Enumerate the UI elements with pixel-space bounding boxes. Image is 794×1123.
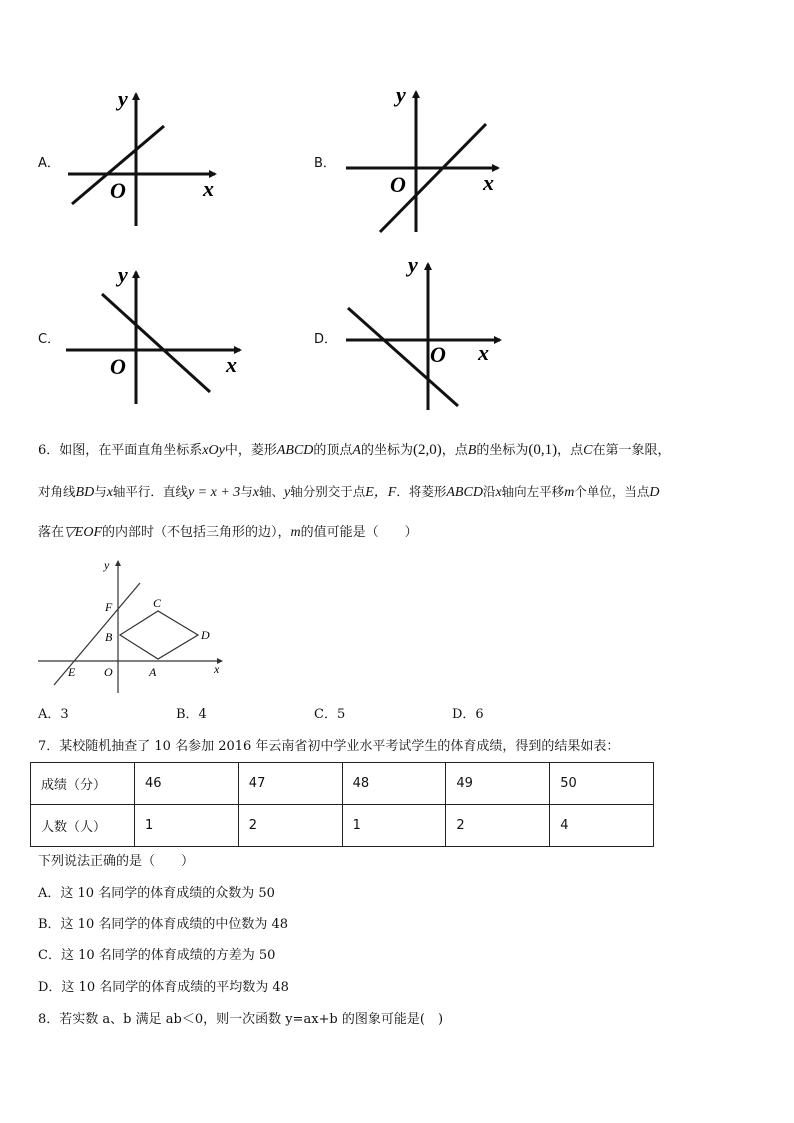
label-d: D (201, 628, 210, 642)
x-axis-label: x (203, 176, 214, 201)
origin-label: O (430, 342, 446, 367)
rhombus-abcd (120, 611, 198, 659)
label-o: O (104, 665, 113, 679)
table-cell: 46 (135, 763, 239, 805)
option-d-graph (340, 252, 510, 414)
q6-choice-a[interactable]: A．3 (38, 707, 69, 722)
q6-figure (36, 555, 231, 697)
q8-stem: 8．若实数 a、b 满足 ab＜0，则一次函数 y=ax+b 的图象可能是( ) (38, 1012, 444, 1027)
y-axis-label: y (118, 86, 128, 111)
table-cell: 1 (342, 805, 446, 847)
option-c-label[interactable]: C． (38, 332, 61, 347)
q6-choice-c[interactable]: C．5 (314, 707, 346, 722)
option-a-label[interactable]: A． (38, 156, 60, 171)
origin-label: O (110, 178, 126, 203)
y-axis-label: y (396, 82, 406, 107)
q6-line-3: 落在▽EOF的内部时（不包括三角形的边），m的值可能是（ ） (38, 525, 418, 540)
table-cell: 48 (342, 763, 446, 805)
label-c: C (153, 596, 162, 610)
origin-label: O (390, 172, 406, 197)
q7-choice-a[interactable]: A．这 10 名同学的体育成绩的众数为 50 (38, 886, 275, 901)
x-axis-label: x (478, 340, 489, 365)
label-x: x (214, 662, 220, 676)
label-f: F (105, 600, 113, 614)
option-a-graph (60, 84, 225, 234)
q6-choice-d[interactable]: D．6 (452, 707, 484, 722)
option-d-label[interactable]: D． (314, 332, 338, 347)
score-table (30, 762, 654, 847)
label-y: y (104, 558, 110, 572)
q7-stem: 7．某校随机抽查了 10 名参加 2016 年云南省初中学业水平考试学生的体育成绩，得到的结果如表： (38, 739, 620, 754)
x-axis-label: x (483, 170, 494, 195)
table-cell: 50 (550, 763, 654, 805)
label-e: E (68, 665, 76, 679)
q7-question: 下列说法正确的是（ ） (38, 854, 195, 869)
line-ef (54, 583, 140, 685)
q6-line-1: 6．如图，在平面直角坐标系xOy中，菱形ABCD的顶点A的坐标为(2,0)，点B的坐标为(0,1)，点C在第一象限， (38, 442, 671, 458)
origin-label: O (110, 354, 126, 379)
q7-choice-d[interactable]: D．这 10 名同学的体育成绩的平均数为 48 (38, 980, 289, 995)
q6-line-2: 对角线BD与x轴平行．直线y = x + 3与x轴、y轴分别交于点E，F．将菱形ABCD沿x轴向左平移m个单位，当点D (38, 484, 660, 500)
table-cell: 1 (135, 805, 239, 847)
label-a: A (149, 665, 157, 679)
y-axis-label: y (408, 252, 418, 277)
table-cell: 2 (238, 805, 342, 847)
table-cell: 人数（人） (31, 805, 135, 847)
table-cell: 4 (550, 805, 654, 847)
option-b-label[interactable]: B． (314, 156, 336, 171)
table-row (31, 805, 654, 847)
x-axis-label: x (226, 352, 237, 377)
option-c-graph (60, 262, 250, 410)
q6-choice-b[interactable]: B．4 (176, 707, 207, 722)
table-row (31, 763, 654, 805)
table-cell: 47 (238, 763, 342, 805)
q7-choice-c[interactable]: C．这 10 名同学的体育成绩的方差为 50 (38, 948, 276, 963)
y-axis-label: y (118, 262, 128, 287)
option-b-graph (338, 80, 508, 240)
table-cell: 成绩（分） (31, 763, 135, 805)
table-cell: 49 (446, 763, 550, 805)
label-b: B (105, 630, 113, 644)
q7-choice-b[interactable]: B．这 10 名同学的体育成绩的中位数为 48 (38, 917, 289, 932)
table-cell: 2 (446, 805, 550, 847)
